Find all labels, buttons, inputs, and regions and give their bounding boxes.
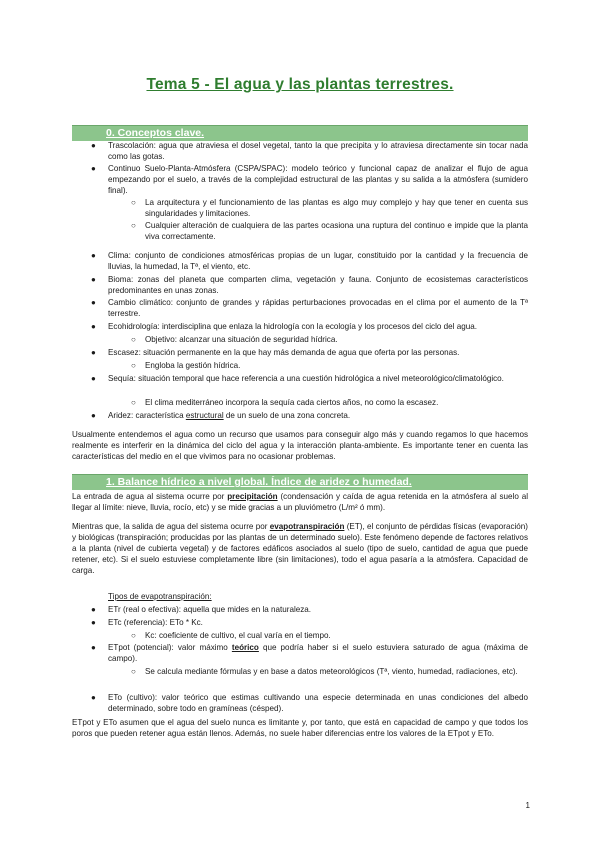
list-subitem-etc: Kc: coeficiente de cultivo, el cual varía en el tiempo. [145, 631, 331, 640]
bullet-icon: ● [91, 693, 96, 702]
sub-bullet-icon: ○ [131, 361, 136, 370]
list-item-trascolacion: Trascolación: agua que atraviesa el dosel vegetal, tanto la que precipita y lo atraviesa directamente sin tocar nada como las gotas. [108, 141, 528, 161]
list-subitem-ecohidrologia: Objetivo: alcanzar una situación de seguridad hídrica. [145, 335, 338, 344]
sub-bullet-icon: ○ [131, 221, 136, 230]
list-item-cambio: Cambio climático: conjunto de grandes y rápidas perturbaciones provocadas en el clima por el aumento de la Tª terrestre. [108, 298, 528, 318]
bullet-icon: ● [91, 411, 96, 420]
section-heading-0: 0. Conceptos clave. [72, 126, 528, 141]
sub-bullet-icon: ○ [131, 667, 136, 676]
paragraph-final: ETpot y ETo asumen que el agua del suelo nunca es limitante y, por tanto, que está en capacidad de campo y que todos los poros que pueden retener agua están llenos. Además, no suele haber diferencias entre los valores de la ETpot y ETo. [72, 718, 528, 738]
bullet-icon: ● [91, 618, 96, 627]
list-subitem-sequia: El clima mediterráneo incorpora la sequía cada ciertos años, no como la escasez. [145, 398, 439, 407]
list-item-clima: Clima: conjunto de condiciones atmosféricas propias de un lugar, constituido por la cantidad y la frecuencia de lluvias, la humedad, la Tª, el viento, etc. [108, 251, 528, 271]
bullet-icon: ● [91, 141, 96, 150]
list-item-ecohidrologia: Ecohidrología: interdisciplina que enlaza la hidrología con la ecología y los procesos del ciclo del agua. [108, 322, 477, 331]
list-item-etpot: ETpot (potencial): valor máximo teórico que podría haber si el suelo estuviera saturado de agua (máxima de campo). [108, 643, 528, 663]
list-item-eto: ETo (cultivo): valor teórico que estimas cultivando una especie determinada en unas condiciones del albedo determinado, sobre todo en gramíneas (césped). [108, 693, 528, 713]
list-item-cspa: Continuo Suelo-Planta-Atmósfera (CSPA/SPAC): modelo teórico y funcional capaz de analizar el flujo de agua empezando por el suelo, a través de la complejidad estructural de las plantas y su salida a la atmósfera (sumidero final). [108, 164, 528, 195]
bullet-icon: ● [91, 348, 96, 357]
paragraph-intro: Usualmente entendemos el agua como un recurso que usamos para conseguir algo más y cuando regamos lo que hacemos realmente es interferir en la dinámica del ciclo del agua y la interacción planta-ambiente. Es importante tener en cuenta las características del medio en el que vivimos para no ocasionar problemas. [72, 430, 528, 461]
bullet-icon: ● [91, 374, 96, 383]
list-subitem-etpot: Se calcula mediante fórmulas y en base a datos meteorológicos (Tª, viento, humedad, radiaciones, etc). [145, 667, 518, 676]
sub-bullet-icon: ○ [131, 631, 136, 640]
paragraph-entrada: La entrada de agua al sistema ocurre por precipitación (condensación y caída de agua retenida en la atmósfera al suelo al llegar al límite: nieve, lluvia, rocío, etc) y se mide gracias a un pluviómetro (L/m² ó mm). [72, 492, 528, 512]
list-item-etr: ETr (real o efectiva): aquella que mides en la naturaleza. [108, 605, 312, 614]
list-item-bioma: Bioma: zonas del planeta que comparten clima, vegetación y fauna. Conjunto de ecosistemas característicos predominantes en unas zonas. [108, 275, 528, 295]
bullet-icon: ● [91, 251, 96, 260]
bullet-icon: ● [91, 322, 96, 331]
list-subitem-escasez: Engloba la gestión hídrica. [145, 361, 241, 370]
bullet-icon: ● [91, 643, 96, 652]
bullet-icon: ● [91, 275, 96, 284]
list-subitem-cspa-2: Cualquier alteración de cualquiera de las partes ocasiona una ruptura del continuo e impide que la planta viva correctamente. [145, 221, 528, 241]
section-heading-1: 1. Balance hídrico a nivel global. Índice de aridez o humedad. [72, 475, 528, 490]
paragraph-salida: Mientras que, la salida de agua del sistema ocurre por evapotranspiración (ET), el conjunto de pérdidas físicas (evaporación) y biológicas (transpiración; producidas por las plantas de un determinado suelo). Este fenómeno depende de factores relativos a la planta (nivel de cubierta vegetal) y de factores edáficos asociados al suelo (tipo de suelo, cantidad de agua que puede retener, etc). Si el suelo estuviese completamente libre (sin limitaciones), todo el agua pasaría a la atmósfera. Capacidad de carga. [72, 522, 528, 575]
list-item-sequia: Sequía: situación temporal que hace referencia a una cuestión hidrológica a nivel meteorológico/climatológico. [108, 374, 504, 383]
sub-bullet-icon: ○ [131, 198, 136, 207]
list-item-escasez: Escasez: situación permanente en la que hay más demanda de agua que oferta por las personas. [108, 348, 460, 357]
bullet-icon: ● [91, 164, 96, 173]
list-item-aridez: Aridez: característica estructural de un suelo de una zona concreta. [108, 411, 351, 420]
list-subitem-cspa-1: La arquitectura y el funcionamiento de las plantas es algo muy complejo y hay que tener en cuenta sus singularidades y limitaciones. [145, 198, 528, 218]
sub-bullet-icon: ○ [131, 398, 136, 407]
page-number: 1 [525, 801, 530, 810]
bullet-icon: ● [91, 605, 96, 614]
sub-bullet-icon: ○ [131, 335, 136, 344]
document-title: Tema 5 - El agua y las plantas terrestres. [146, 76, 454, 93]
bullet-icon: ● [91, 298, 96, 307]
list-item-etc: ETc (referencia): ETo * Kc. [108, 618, 203, 627]
tipos-heading: Tipos de evapotranspiración: [108, 592, 212, 601]
